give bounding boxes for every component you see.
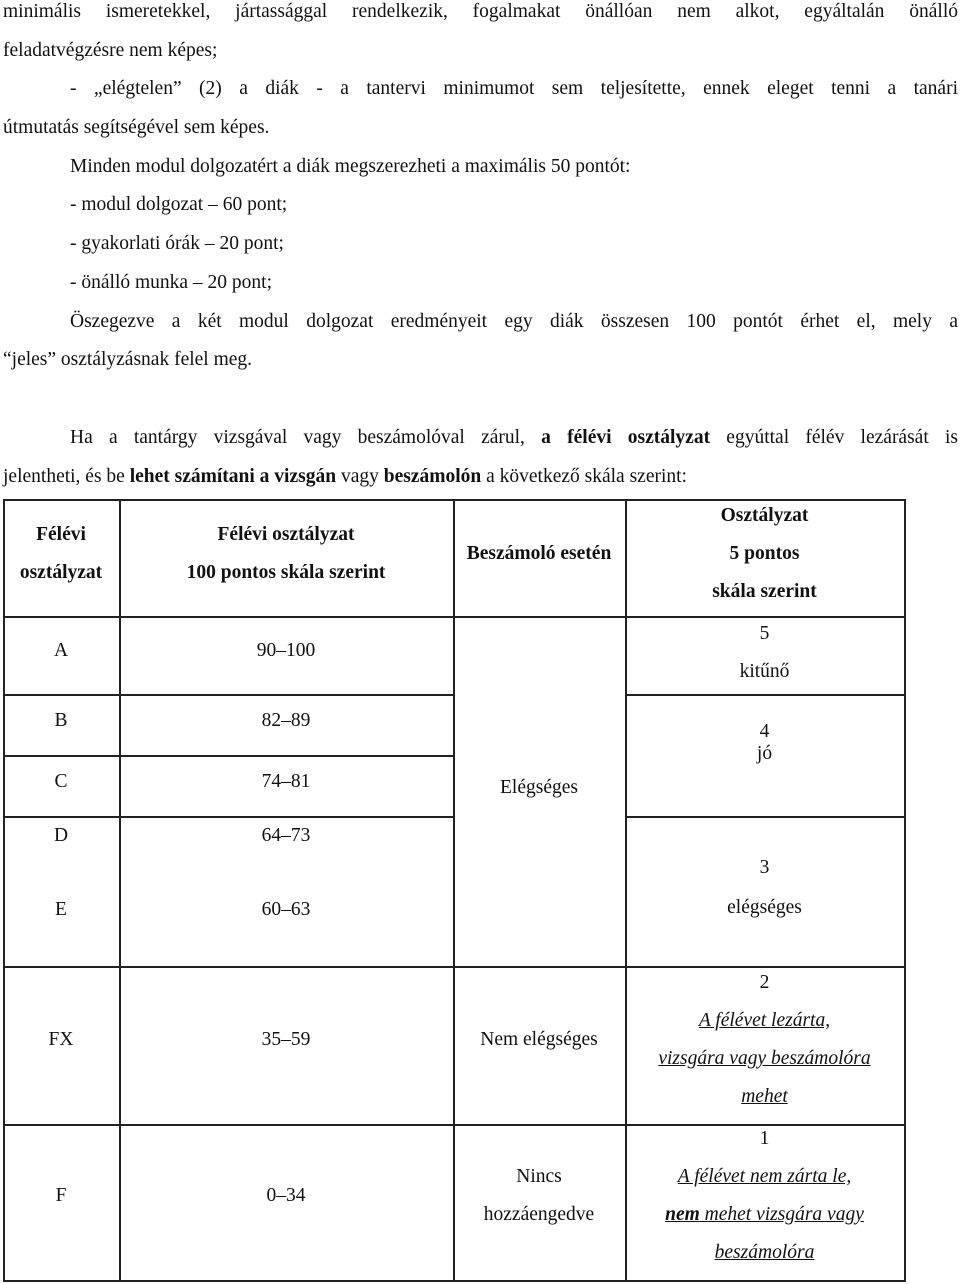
- scale-label: beszámolóra: [714, 1242, 815, 1263]
- points-cell: 64–73: [261, 825, 311, 846]
- report-cell: Nem elégséges: [480, 1029, 598, 1050]
- table-border: [626, 816, 906, 818]
- list-item: - modul dolgozat – 60 pont;: [70, 194, 288, 215]
- scale-number: 4: [759, 721, 770, 742]
- bold-text: lehet számítani a vizsgán: [129, 466, 337, 487]
- text-run: a következő skála szerint:: [481, 466, 687, 487]
- grade-cell: FX: [48, 1029, 74, 1050]
- text-run: egyúttal félév lezárását is: [710, 427, 958, 448]
- scale-label: kitűnő: [739, 661, 790, 682]
- points-cell: 82–89: [261, 710, 311, 731]
- paragraph-line: minimális ismeretekkel, jártassággal rendelkezik, fogalmakat önállóan nem alkot, egyáltalán önálló: [3, 1, 958, 22]
- list-item: - önálló munka – 20 pont;: [70, 272, 273, 293]
- table-border: [3, 755, 453, 757]
- scale-label: [625, 1196, 904, 1234]
- points-cell: 74–81: [261, 771, 311, 792]
- bold-text: beszámolón: [383, 466, 482, 487]
- bold-text: nem: [665, 1204, 700, 1225]
- header-text: osztályzat: [19, 562, 103, 583]
- grade-cell: F: [55, 1185, 67, 1206]
- header-text: Félévi osztályzat: [217, 524, 355, 545]
- report-text: Nincs: [516, 1166, 562, 1187]
- header-cell: [119, 516, 453, 592]
- header-text: 5 pontos: [729, 543, 800, 564]
- paragraph-line: [3, 465, 687, 489]
- paragraph-line: útmutatás segítségével sem képes.: [3, 117, 270, 138]
- paragraph-line: Öszegezve a két modul dolgozat eredményeit egy diák összesen 100 pontót érhet el, mely a: [70, 311, 958, 332]
- paragraph-line: “jeles” osztályzásnak felel meg.: [3, 349, 253, 370]
- scale-cell: [625, 849, 904, 927]
- scale-number: 1: [759, 1128, 770, 1149]
- table-border: [3, 1280, 906, 1282]
- grade-cell: B: [54, 710, 68, 731]
- grade-cell: D: [53, 825, 69, 846]
- paragraph-line: Minden modul dolgozatért a diák megszerezheti a maximális 50 pontót:: [70, 156, 631, 177]
- scale-label: vizsgára vagy beszámolóra: [658, 1048, 871, 1069]
- grade-cell: A: [53, 640, 69, 661]
- header-text: 100 pontos skála szerint: [186, 562, 386, 583]
- table-border: [904, 499, 906, 1282]
- points-cell: 60–63: [261, 899, 311, 920]
- scale-label: A félévet nem zárta le,: [677, 1166, 852, 1187]
- report-text: hozzáengedve: [483, 1204, 595, 1225]
- scale-label: mehet: [741, 1086, 788, 1107]
- table-border: [626, 694, 906, 696]
- scale-number: 3: [759, 857, 770, 878]
- header-text: skála szerint: [712, 581, 817, 602]
- paragraph-line: - „elégtelen” (2) a diák - a tantervi minimumot sem teljesítette, ennek eleget tenni a tanári: [70, 78, 958, 99]
- scale-cell: [625, 713, 904, 773]
- header-cell: [3, 516, 119, 592]
- text-run: Ha a tantárgy vizsgával vagy beszámolóval zárul,: [70, 427, 542, 448]
- scale-cell: [625, 1120, 904, 1272]
- points-cell: 90–100: [256, 640, 316, 661]
- scale-label: elégséges: [727, 897, 802, 918]
- list-item: - gyakorlati órák – 20 pont;: [70, 233, 284, 254]
- text-run: jelentheti, és be: [3, 466, 130, 487]
- scale-cell: [625, 964, 904, 1116]
- points-cell: 0–34: [266, 1185, 306, 1206]
- report-cell: [453, 1158, 625, 1234]
- text-run: mehet vizsgára vagy: [699, 1204, 864, 1225]
- scale-number: 2: [759, 972, 770, 993]
- scale-label: jó: [756, 743, 773, 764]
- text-run: vagy: [336, 466, 384, 487]
- report-cell: Elégséges: [500, 777, 578, 798]
- points-cell: 35–59: [261, 1029, 311, 1050]
- header-text: Félévi: [36, 524, 86, 545]
- table-border: [3, 694, 453, 696]
- grade-cell: C: [54, 771, 68, 792]
- paragraph-line: [70, 426, 958, 450]
- header-cell: [625, 497, 904, 611]
- bold-text: a félévi osztályzat: [541, 427, 711, 448]
- grade-cell: E: [55, 899, 67, 920]
- scale-cell: [625, 615, 904, 691]
- paragraph-line: feladatvégzésre nem képes;: [3, 40, 218, 61]
- scale-number: 5: [759, 623, 770, 644]
- header-text: Osztályzat: [720, 505, 809, 526]
- scale-label: A félévet lezárta,: [698, 1010, 831, 1031]
- header-cell: [453, 535, 625, 573]
- header-text: Beszámoló esetén: [466, 543, 612, 564]
